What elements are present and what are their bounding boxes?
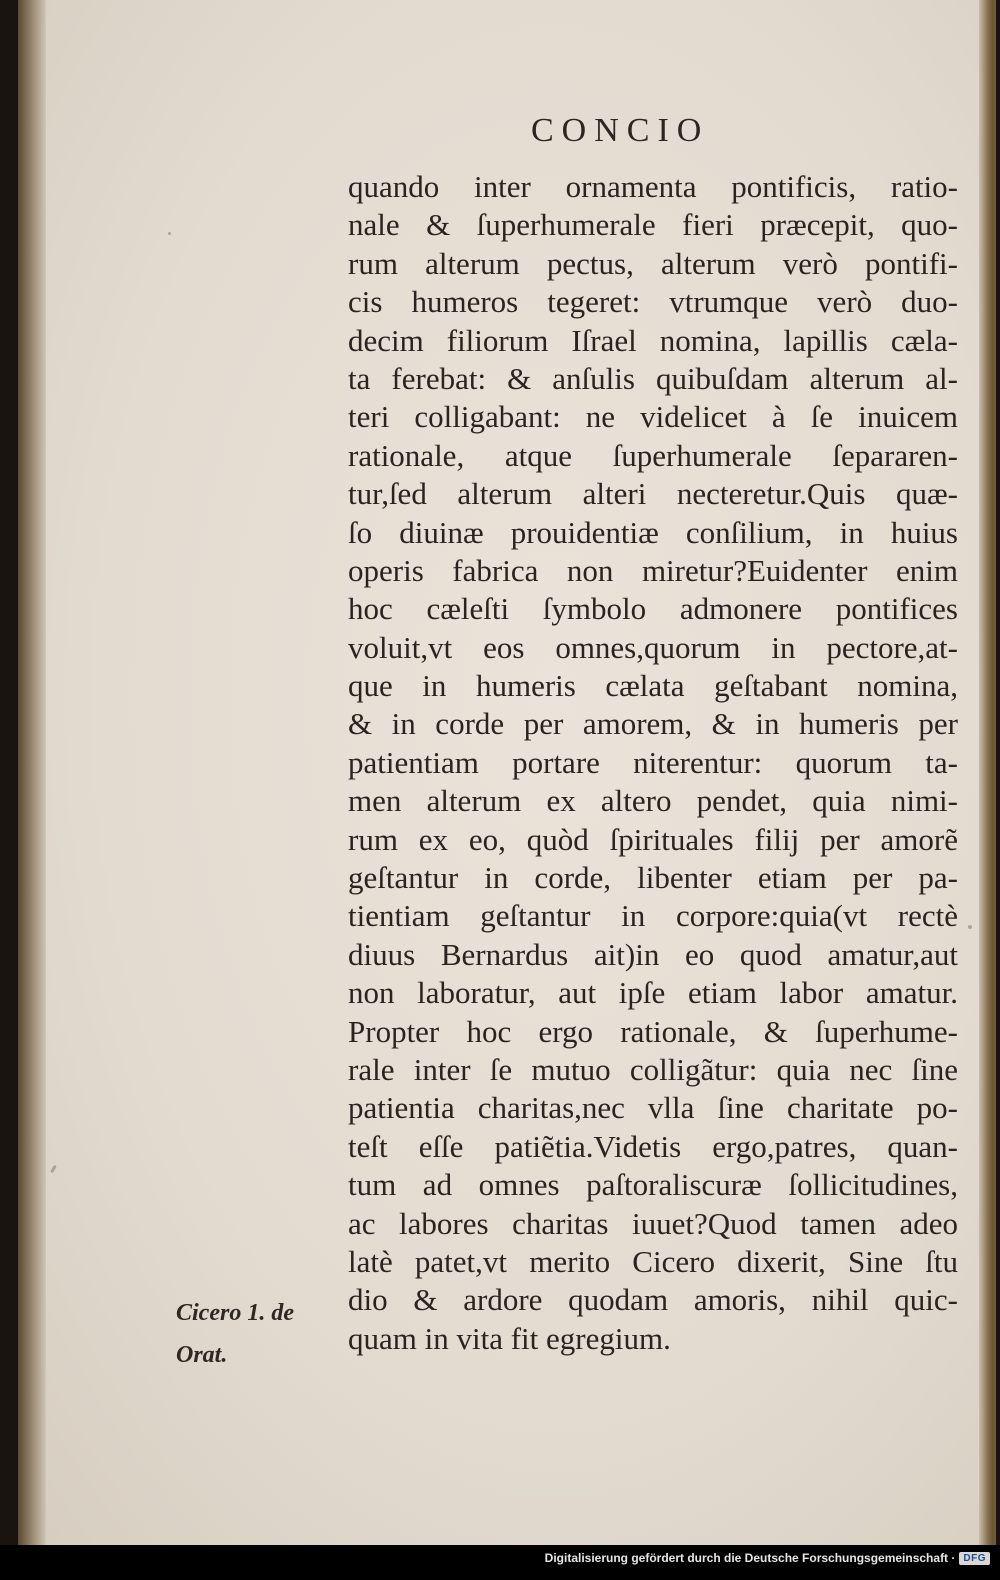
text-line: ſo diuinæ prouidentiæ conſilium, in huius bbox=[348, 514, 958, 550]
margin-note bbox=[176, 1292, 294, 1376]
text-line: hoc cæleſti ſymbolo admonere pontifices bbox=[348, 591, 958, 627]
text-line: Propter hoc ergo rationale, & ſuperhume- bbox=[348, 1013, 958, 1049]
margin-note-line: Cicero 1. de bbox=[176, 1300, 294, 1326]
text-line: tientiam geſtantur in corpore:quia(vt rectè bbox=[348, 898, 958, 934]
text-line: & in corde per amorem, & in humeris per bbox=[348, 706, 958, 742]
text-line: decim filiorum Iſrael nomina, lapillis cæla- bbox=[348, 322, 958, 358]
text-line: rationale, atque ſuperhumerale ſepararen- bbox=[348, 437, 958, 473]
text-line: nale & ſuperhumerale fieri præcepit, quo- bbox=[348, 207, 958, 243]
text-line: rum alterum pectus, alterum verò pontifi- bbox=[348, 245, 958, 281]
book-page bbox=[18, 0, 996, 1545]
text-line: ta ferebat: & anſulis quibuſdam alterum al- bbox=[348, 360, 958, 396]
text-line: voluit,vt eos omnes,quorum in pectore,at- bbox=[348, 629, 958, 665]
running-head: CONCIO bbox=[531, 112, 710, 149]
paper-speck bbox=[968, 925, 972, 929]
text-line: quando inter ornamenta pontificis, ratio- bbox=[348, 169, 958, 204]
text-line: quam in vita fit egregium. bbox=[348, 1320, 671, 1356]
text-line: non laboratur, aut ipſe etiam labor amatur. bbox=[348, 975, 958, 1011]
text-line: tur,ſed alterum alteri necteretur.Quis quæ- bbox=[348, 476, 958, 512]
paper-speck bbox=[50, 1165, 57, 1173]
dfg-logo: DFG bbox=[959, 1552, 990, 1565]
text-line: teſt eſſe patiẽtia.Videtis ergo,patres, quan- bbox=[348, 1128, 958, 1164]
text-line: cis humeros tegeret: vtrumque verò duo- bbox=[348, 284, 958, 320]
text-line: latè patet,vt merito Cicero dixerit, Sine ſtu bbox=[348, 1243, 958, 1279]
text-line: dio & ardore quodam amoris, nihil quic- bbox=[348, 1282, 958, 1318]
text-line: que in humeris cælata geſtabant nomina, bbox=[348, 668, 958, 704]
paper-speck bbox=[168, 232, 171, 235]
text-line: patientia charitas,nec vlla ſine charitate po- bbox=[348, 1090, 958, 1126]
text-line: geſtantur in corde, libenter etiam per pa- bbox=[348, 860, 958, 896]
page-gutter bbox=[18, 0, 46, 1545]
text-line: tum ad omnes paſtoraliscuræ ſollicitudines, bbox=[348, 1167, 958, 1203]
text-line: patientiam portare niterentur: quorum ta- bbox=[348, 744, 958, 780]
margin-note-line: Orat. bbox=[176, 1342, 228, 1368]
text-line: operis fabrica non miretur?Euidenter enim bbox=[348, 552, 958, 588]
funding-credit-text: Digitalisierung gefördert durch die Deutsche Forschungsgemeinschaft · bbox=[544, 1551, 956, 1565]
text-line: rum ex eo, quòd ſpirituales filij per amorẽ bbox=[348, 821, 958, 857]
text-line: teri colligabant: ne videlicet à ſe inuicem bbox=[348, 399, 958, 435]
text-line: men alterum ex altero pendet, quia nimi- bbox=[348, 783, 958, 819]
funding-credit bbox=[545, 1551, 990, 1565]
text-line: rale inter ſe mutuo colligãtur: quia nec ſine bbox=[348, 1051, 958, 1087]
page-edge bbox=[979, 0, 993, 1545]
text-line: ac labores charitas iuuet?Quod tamen adeo bbox=[348, 1205, 958, 1241]
text-line: diuus Bernardus ait)in eo quod amatur,aut bbox=[348, 936, 958, 972]
body-text bbox=[348, 168, 958, 1358]
